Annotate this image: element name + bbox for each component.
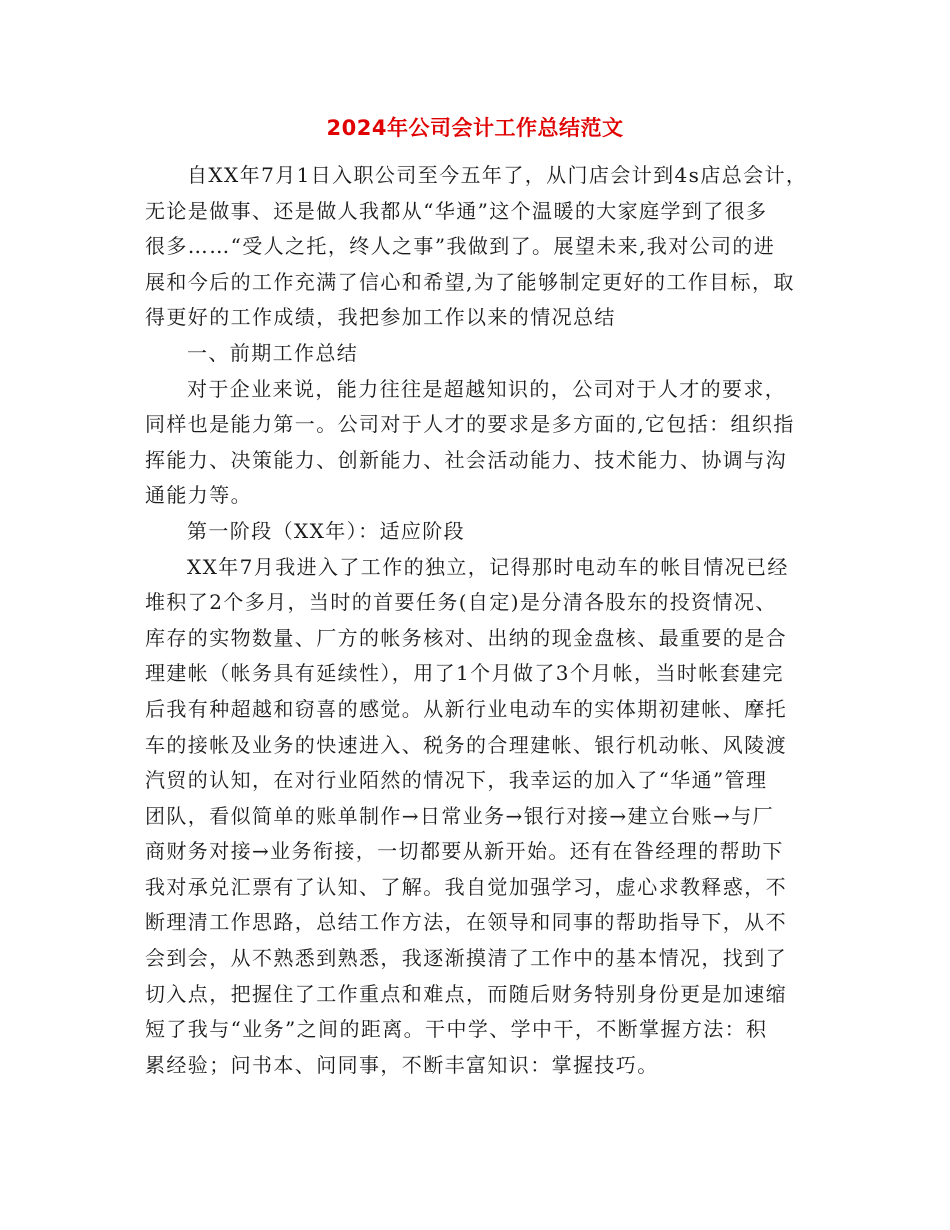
text-line: 展和今后的工作充满了信心和希望,为了能够制定更好的工作目标，取 — [145, 269, 795, 294]
text-line: 汽贸的认知，在对行业陌然的情况下，我幸运的加入了“华通”管理 — [145, 768, 768, 793]
text-line: 挥能力、决策能力、创新能力、社会活动能力、技术能力、协调与沟 — [145, 447, 787, 472]
text-line: 很多……“受人之托，终人之事”我做到了。展望未来,我对公司的进 — [145, 234, 776, 259]
text-line: 短了我与“业务”之间的距离。干中学、学中干，不断掌握方法：积 — [145, 1017, 768, 1042]
text-line: 得更好的工作成绩，我把参加工作以来的情况总结 — [145, 305, 616, 330]
text-line: 团队，看似简单的账单制作→日常业务→银行对接→建立台账→与厂 — [145, 803, 775, 828]
text-line: 一、前期工作总结 — [187, 340, 359, 365]
text-line: 会到会，从不熟悉到熟悉，我逐渐摸清了工作中的基本情况，找到了 — [145, 946, 787, 971]
text-line: 对于企业来说，能力往往是超越知识的，公司对于人才的要求， — [187, 376, 787, 401]
text-line: 理建帐（帐务具有延续性），用了1个月做了3个月帐，当时帐套建完 — [145, 661, 784, 686]
text-line: 车的接帐及业务的快速进入、税务的合理建帐、银行机动帐、风陵渡 — [145, 732, 787, 757]
text-line: 切入点，把握住了工作重点和难点，而随后财务特别身份更是加速缩 — [145, 981, 787, 1006]
text-line: 我对承兑汇票有了认知、了解。我自觉加强学习，虚心求教释惑，不 — [145, 874, 787, 899]
text-line: XX年7月我进入了工作的独立，记得那时电动车的帐目情况已经 — [187, 554, 789, 579]
document-body — [145, 158, 835, 1083]
text-line: 同样也是能力第一。公司对于人才的要求是多方面的,它包括：组织指 — [145, 412, 795, 437]
text-line: 商财务对接→业务衔接，一切都要从新开始。还有在昝经理的帮助下 — [145, 839, 784, 864]
text-line: 通能力等。 — [145, 483, 252, 508]
text-line: 无论是做事、还是做人我都从“华通”这个温暖的大家庭学到了很多 — [145, 198, 768, 223]
text-line: 库存的实物数量、厂方的帐务核对、出纳的现金盘核、最重要的是合 — [145, 625, 787, 650]
text-line: 堆积了2个多月，当时的首要任务(自定)是分清各股东的投资情况、 — [145, 590, 777, 615]
text-line: 累经验；问书本、问同事，不断丰富知识：掌握技巧。 — [145, 1052, 659, 1077]
text-line: 断理清工作思路，总结工作方法，在领导和同事的帮助指导下，从不 — [145, 910, 787, 935]
text-line: 第一阶段（XX年）：适应阶段 — [187, 518, 466, 543]
text-line: 后我有种超越和窃喜的感觉。从新行业电动车的实体期初建帐、摩托 — [145, 696, 787, 721]
text-line: 自XX年7月1日入职公司至今五年了，从门店会计到4s店总会计， — [187, 163, 808, 187]
document-title: 2024年公司会计工作总结范文 — [326, 116, 624, 140]
